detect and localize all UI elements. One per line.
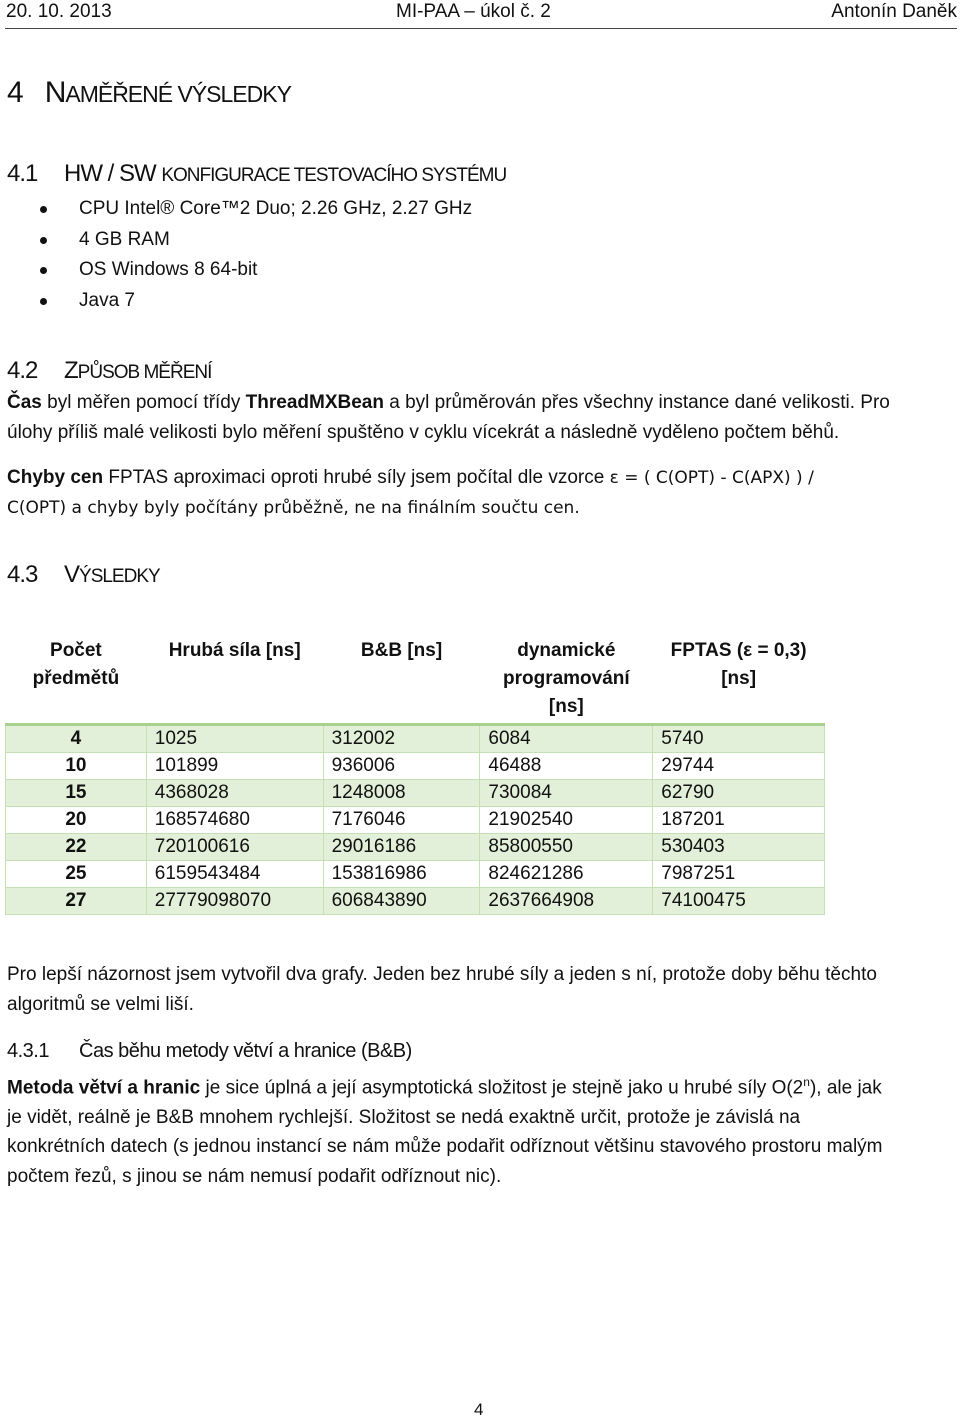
table-cell: 6084 [480, 725, 653, 753]
table-row [6, 888, 825, 915]
table-cell: 27 [6, 888, 147, 915]
heading-initial: V [64, 561, 80, 588]
table-cell: 530403 [653, 834, 825, 861]
paragraph-line: algoritmů se velmi liší. [7, 993, 194, 1015]
paragraph-line: Pro lepší názornost jsem vytvořil dva grafy. Jeden bez hrubé síly a jeden s ní, protože doby běhu těchto [7, 964, 877, 985]
bold-text: Čas [7, 392, 42, 413]
list-item: OS Windows 8 64-bit [40, 256, 472, 287]
table-cell: 7176046 [323, 807, 480, 834]
table-cell: 312002 [323, 725, 480, 753]
header-date: 20. 10. 2013 [6, 1, 112, 22]
bold-text: ThreadMXBean [245, 392, 384, 413]
header-line: dynamické [517, 640, 616, 661]
table-cell: 10 [6, 753, 147, 780]
results-table [5, 637, 825, 915]
heading-section-4-1 [7, 160, 506, 188]
superscript: n [803, 1075, 810, 1089]
text-run: byl měřen pomocí třídy [41, 392, 246, 413]
header-line: programování [502, 668, 630, 689]
text-run: FPTAS aproximaci oproti hrubé síly jsem počítal dle vzorce [103, 467, 610, 488]
table-cell: 2637664908 [480, 888, 653, 915]
heading-section-4 [7, 76, 291, 110]
heading-rest: PŮSOB MĚŘENÍ [77, 362, 212, 383]
table-cell: 606843890 [323, 888, 480, 915]
table-cell: 824621286 [480, 861, 653, 888]
paragraph-measurement [7, 388, 890, 447]
page-header [0, 0, 960, 32]
heading-section-4-3-1 [7, 1040, 412, 1063]
header-line: FPTAS (ε = 0,3) [670, 640, 807, 661]
heading-initial: Z [64, 357, 78, 384]
paragraph-line: C(OPT) a chyby byly počítány průběžně, ne na finálním součtu cen. [7, 497, 580, 518]
heading-rest: KONFIGURACE TESTOVACÍHO SYSTÉMU [161, 165, 507, 186]
table-cell: 29744 [653, 753, 825, 780]
heading-initial: N [44, 76, 66, 109]
table-cell: 6159543484 [146, 861, 323, 888]
table-cell: 21902540 [480, 807, 653, 834]
header-line: Počet [50, 640, 102, 661]
heading-rest: AMĚŘENÉ VÝSLEDKY [65, 81, 291, 107]
table-cell: 4368028 [146, 780, 323, 807]
table-cell: 4 [6, 725, 147, 753]
text-run: je sice úplná a její asymptotická složitost je stejně jako u hrubé síly O(2 [200, 1077, 804, 1099]
table-row [6, 834, 825, 861]
list-item: Java 7 [40, 287, 472, 318]
table-cell: 22 [6, 834, 147, 861]
table-row [6, 807, 825, 834]
table-cell: 720100616 [146, 834, 323, 861]
column-header-items [6, 637, 147, 725]
table-cell: 730084 [480, 780, 653, 807]
hardware-list [40, 195, 472, 317]
heading-number: 4 [7, 76, 23, 109]
table-cell: 25 [6, 861, 147, 888]
paragraph-line: úlohy příliš malé velikosti bylo měření spuštěno v cyklu vícekrát a následně vyděleno počtem běhů. [7, 421, 840, 443]
table-header-row [6, 637, 825, 725]
table-row [6, 753, 825, 780]
table-cell: 1025 [146, 725, 323, 753]
table-cell: 936006 [323, 753, 480, 780]
table-cell: 101899 [146, 753, 323, 780]
text-run: ), ale jak [809, 1077, 882, 1099]
heading-number: 4.3.1 [7, 1040, 49, 1062]
table-cell: 46488 [480, 753, 653, 780]
heading-rest: ÝSLEDKY [79, 566, 160, 587]
header-divider [5, 28, 957, 29]
list-item: 4 GB RAM [40, 226, 472, 257]
list-item: CPU Intel® Core™2 Duo; 2.26 GHz, 2.27 GHz [40, 195, 472, 226]
header-line: předmětů [32, 668, 120, 689]
table-cell: 74100475 [653, 888, 825, 915]
paragraph-line: je vidět, reálně je B&B mnohem rychlejší. Složitost se nedá exaktně určit, protože je závislá na [7, 1106, 801, 1128]
table-cell: 7987251 [653, 861, 825, 888]
formula: ε = ( C(OPT) - C(APX) ) / [609, 468, 814, 488]
table-cell: 20 [6, 807, 147, 834]
table-cell: 153816986 [323, 861, 480, 888]
heading-lead: HW / SW [64, 160, 162, 187]
header-author: Antonín Daněk [831, 1, 957, 22]
paragraph-line [7, 1068, 883, 1103]
text-run: a byl průměrován přes všechny instance dané velikosti. Pro [383, 392, 890, 413]
paragraph-line: konkrétních datech (s jednou instancí se nám může podařit odříznout většinu stavového prostoru malým [7, 1136, 883, 1158]
paragraph-line [7, 463, 814, 494]
table-cell: 85800550 [480, 834, 653, 861]
column-header-bnb [323, 637, 480, 725]
page-number: 4 [474, 1400, 484, 1419]
table-cell: 29016186 [323, 834, 480, 861]
table-row [6, 780, 825, 807]
paragraph-line: počtem řezů, s jinou se nám nemusí podařit odříznout nic). [7, 1165, 502, 1187]
header-line: [ns] [548, 696, 584, 717]
column-header-dynamic [480, 637, 653, 725]
bold-text: Chyby cen [7, 467, 104, 488]
header-course: MI-PAA – úkol č. 2 [396, 1, 551, 22]
table-row [6, 861, 825, 888]
heading-title: Čas běhu metody větví a hranice (B&B) [79, 1040, 412, 1062]
heading-number: 4.1 [7, 160, 38, 187]
table-cell: 187201 [653, 807, 825, 834]
table-cell: 15 [6, 780, 147, 807]
table-cell: 27779098070 [146, 888, 323, 915]
column-header-fptas [653, 637, 825, 725]
table-cell: 1248008 [323, 780, 480, 807]
header-line: [ns] [721, 668, 757, 689]
heading-section-4-2 [7, 357, 211, 385]
header-line: Hrubá síla [ns] [168, 640, 301, 661]
paragraph-errors [7, 463, 814, 523]
paragraph-bnb [7, 1068, 883, 1191]
bold-text: Metoda větví a hranic [7, 1077, 201, 1099]
column-header-brute-force [146, 637, 323, 725]
paragraph-graphs [7, 960, 877, 1019]
table-row [6, 725, 825, 753]
paragraph-line [7, 388, 890, 418]
heading-number: 4.2 [7, 357, 38, 384]
heading-number: 4.3 [7, 561, 38, 588]
table-cell: 5740 [653, 725, 825, 753]
header-line: B&B [ns] [360, 640, 443, 661]
table-cell: 62790 [653, 780, 825, 807]
heading-section-4-3 [7, 561, 160, 589]
table-cell: 168574680 [146, 807, 323, 834]
